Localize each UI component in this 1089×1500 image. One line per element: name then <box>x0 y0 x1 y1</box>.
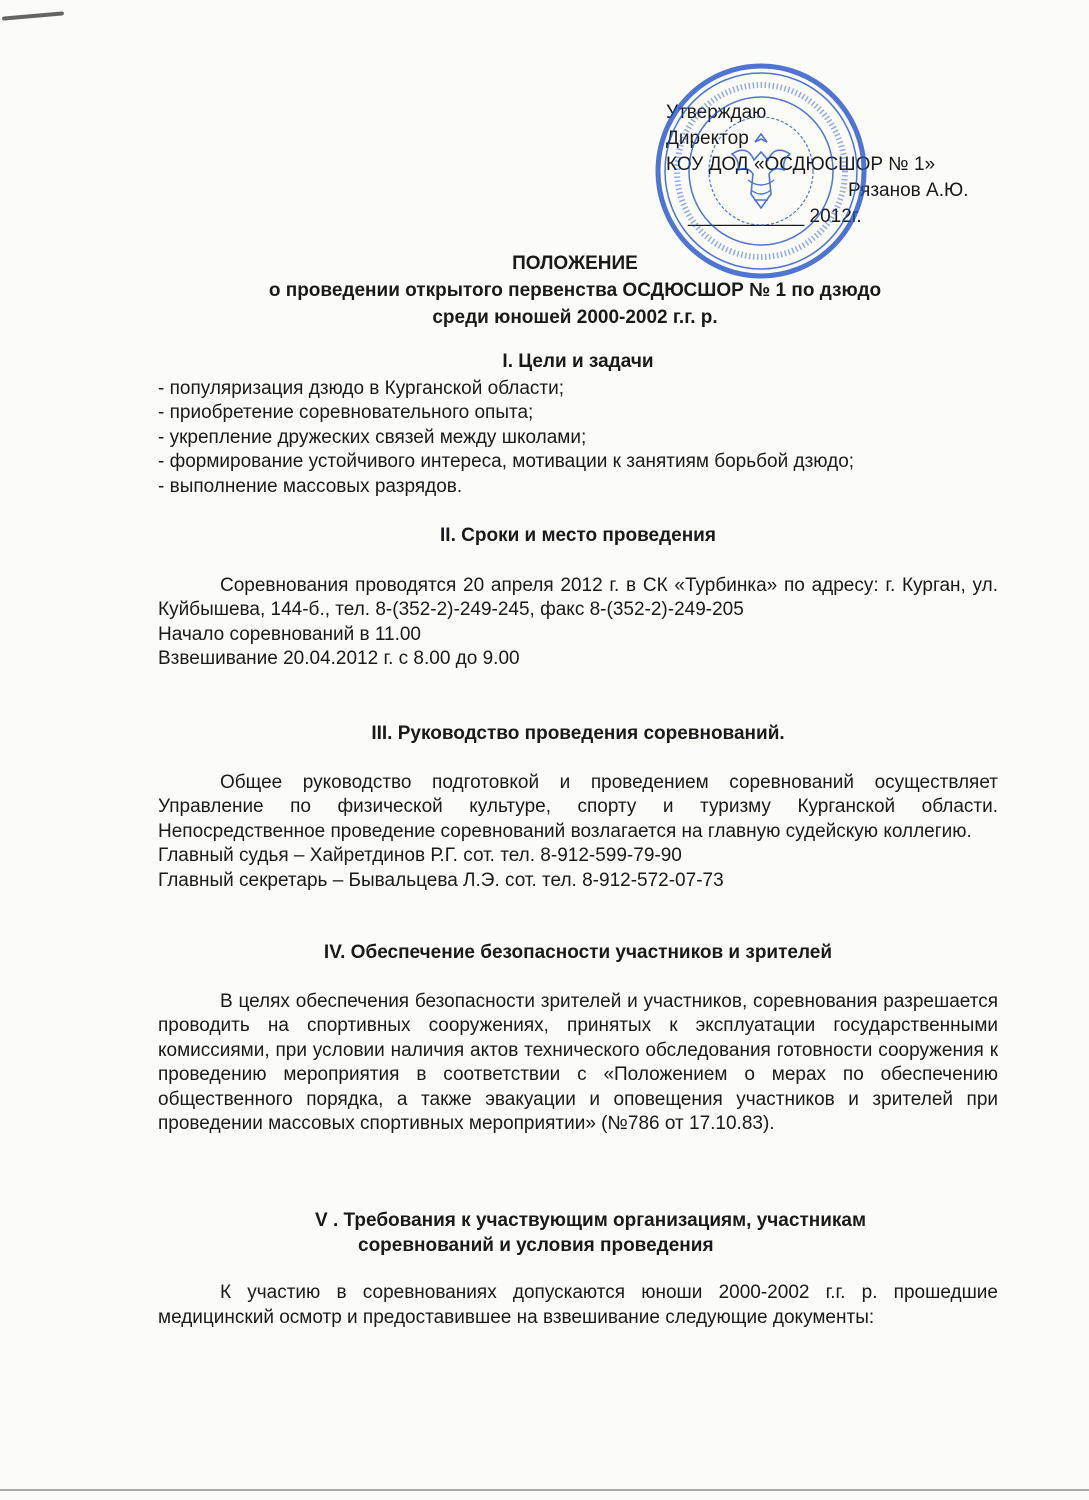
list-item: - выполнение массовых разрядов. <box>158 475 463 497</box>
section-heading-cont: соревнований и условия проведения <box>358 1234 714 1256</box>
approval-line-5: ___________ 2012г. <box>688 206 862 227</box>
title-line-2: о проведении открытого первенства ОСДЮСШОР № 1 по дзюдо <box>268 280 882 301</box>
list-item: - укрепление дружеских связей между школами; <box>158 426 587 448</box>
safety-paragraph: В целях обеспечения безопасности зрителей и участников, соревнования разрешается проводить на спортивных сооружениях, принятых к эксплуатации государственными комиссиями, при условии наличия актов технического обследования готовности сооружения к проведению мероприятия в соответствии с «Положением о мерах по обеспечению общественного порядка, а также эвакуации и оповещения участников и зрителей при проведении массовых спортивных мероприятии» (№786 от 17.10.83). <box>158 990 998 1134</box>
approval-line-1: Утверждаю <box>666 102 767 123</box>
list-item: - приобретение соревновательного опыта; <box>158 402 534 423</box>
section-requirements <box>158 1209 998 1330</box>
management-paragraph: Общее руководство подготовкой и проведением соревнований осуществляет Управление по физической культуре, спорту и туризму Курганской области. Непосредственное проведение соревнований возлагается на главную судейскую коллегию. <box>158 771 998 842</box>
list-item: - формирование устойчивого интереса, мотивации к занятиям борьбой дзюдо; <box>158 451 855 472</box>
start-time: Начало соревнований в 11.00 <box>158 623 422 645</box>
section-heading: V . Требования к участвующим организациям, участникам <box>315 1210 867 1231</box>
approval-line-2: Директор <box>666 128 749 149</box>
goals-list <box>158 377 998 500</box>
section-heading: II. Сроки и место проведения <box>440 525 716 546</box>
requirements-paragraph: К участию в соревнованиях допускаются юноши 2000-2002 г.г. р. прошедшие медицинский осмотр и предоставившее на взвешивание следующие документы: <box>158 1282 998 1328</box>
title-line-3: среди юношей 2000-2002 г.г. р. <box>432 307 718 328</box>
weigh-in-time: Взвешивание 20.04.2012 г. с 8.00 до 9.00 <box>158 648 520 669</box>
section-safety <box>158 941 998 1137</box>
section-goals <box>158 350 998 499</box>
scan-artifact <box>2 11 64 20</box>
list-item: - популяризация дзюдо в Курганской области; <box>158 377 564 399</box>
dates-paragraph: Соревнования проводятся 20 апреля 2012 г. в СК «Турбинка» по адресу: г. Курган, ул. Куйбышева, 144-б., тел. 8-(352-2)-249-245, факс 8-(352-2)-249-205 <box>158 574 998 620</box>
section-management <box>158 722 998 893</box>
title-main: ПОЛОЖЕНИЕ <box>512 253 638 274</box>
approval-block <box>666 100 996 230</box>
section-heading: IV. Обеспечение безопасности участников и зрителей <box>323 942 833 963</box>
section-dates <box>158 524 998 672</box>
chief-secretary: Главный секретарь – Бывальцева Л.Э. сот. тел. 8-912-572-07-73 <box>158 869 724 891</box>
document-title <box>0 250 1089 331</box>
section-heading: III. Руководство проведения соревнований. <box>371 723 785 744</box>
scan-edge <box>0 1489 1089 1491</box>
chief-judge: Главный судья – Хайретдинов Р.Г. сот. тел. 8-912-599-79-90 <box>158 845 682 866</box>
section-heading: I. Цели и задачи <box>502 351 654 372</box>
approval-line-4: Рязанов А.Ю. <box>848 180 969 201</box>
approval-line-3: КОУ ДОД «ОСДЮСШОР № 1» <box>666 154 936 175</box>
